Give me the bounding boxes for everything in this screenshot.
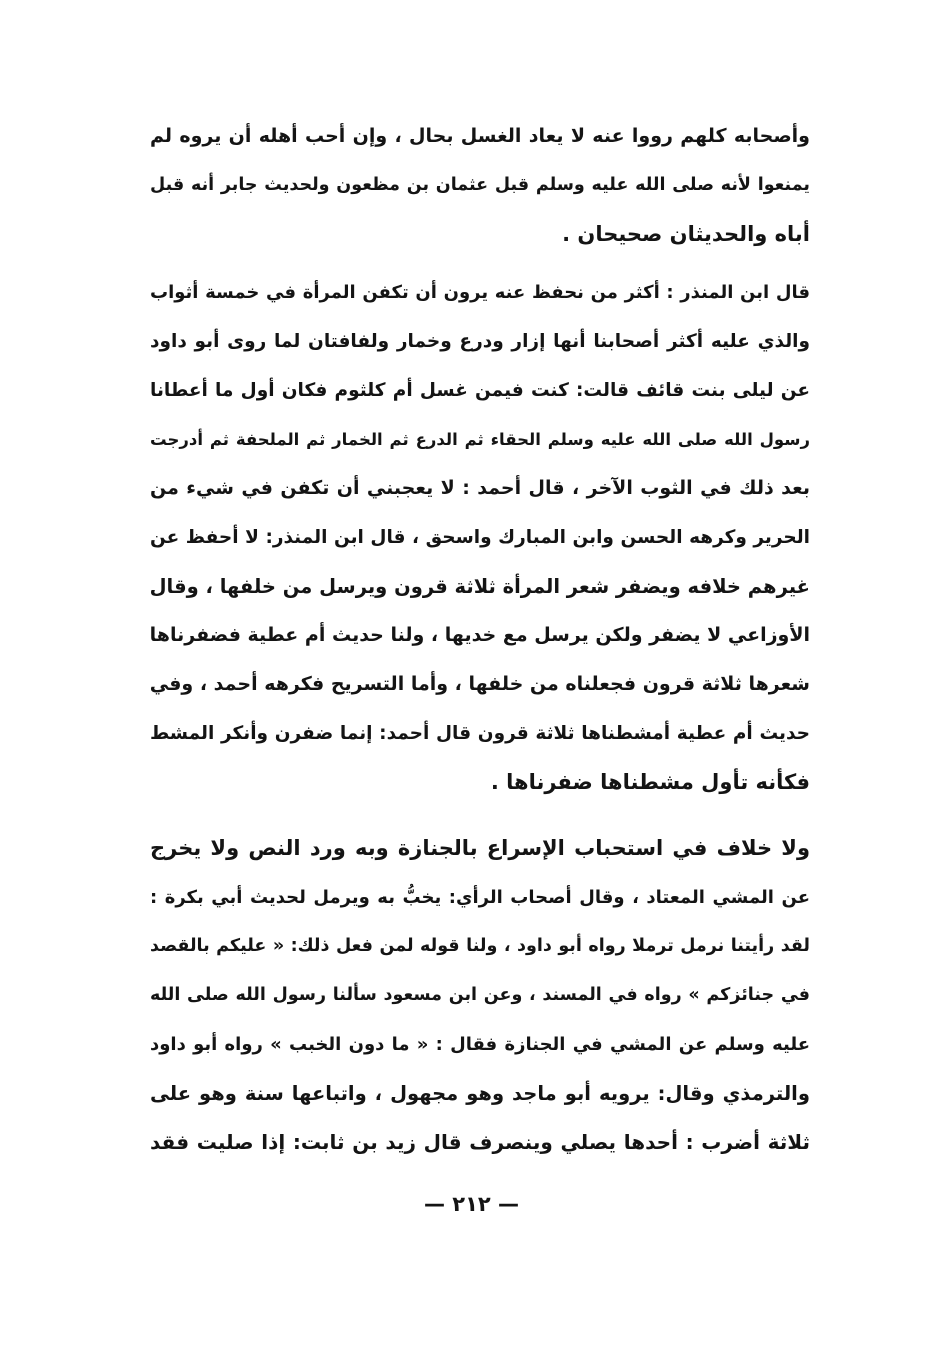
paragraph-line: عليه وسلم عن المشي في الجنازة فقال : « ما دون الخبب » رواه أبو داود xyxy=(150,1034,810,1055)
paragraph-line: عن ليلى بنت قائف قالت: كنت فيمن غسل أم كلثوم فكان أول ما أعطانا xyxy=(150,380,810,401)
paragraph-line: وأصحابه كلهم رووا عنه لا يعاد الغسل بحال ، وإن أحب أهله أن يروه لم xyxy=(150,125,810,147)
paragraph-line: والذي عليه أكثر أصحابنا أنها إزار ودرع وخمار ولفافتان لما روى أبو داود xyxy=(150,331,810,352)
paragraph-line: يمنعوا لأنه صلى الله عليه وسلم قبل عثمان بن مظعون ولحديث جابر أنه قبل xyxy=(150,175,810,195)
paragraph-line: ثلاثة أضرب : أحدها يصلي وينصرف قال زيد بن ثابت: إذا صليت فقد xyxy=(150,1130,810,1154)
paragraph-line: الأوزاعي لا يضفر ولكن يرسل مع خديها ، ولنا حديث أم عطية فضفرناها xyxy=(150,624,810,646)
paragraph-line: في جنائزكم » رواه في المسند ، وعن ابن مسعود سألنا رسول الله صلى الله xyxy=(150,985,810,1005)
paragraph-line: عن المشي المعتاد ، وقال أصحاب الرأي: يخبُّ به ويرمل لحديث أبي بكرة : xyxy=(150,887,810,908)
paragraph-line: غيرهم خلافه ويضفر شعر المرأة ثلاثة قرون ويرسل من خلفها ، وقال xyxy=(150,575,810,598)
paragraph-line: الحرير وكرهه الحسن وابن المبارك واسحق ، قال ابن المنذر: لا أحفظ عن xyxy=(150,527,810,548)
paragraph-line: أباه والحديثان صحيحان . xyxy=(562,222,810,246)
paragraph-line: رسول الله صلى الله عليه وسلم الحقاء ثم الدرع ثم الخمار ثم الملحفة ثم أدرجت xyxy=(150,430,810,449)
paragraph-1 xyxy=(150,112,810,259)
paragraph-line: شعرها ثلاثة قرون فجعلناه من خلفها ، وأما التسريح فكرهه أحمد ، وفي xyxy=(150,673,810,695)
paragraph-line: والترمذي وقال: يرويه أبو ماجد وهو مجهول ، واتباعها سنة وهو على xyxy=(150,1082,810,1105)
page-number: — ٢١٢ — xyxy=(423,1192,520,1216)
paragraph-line: لقد رأيتنا نرمل ترملا رواه أبو داود ، ولنا قوله لمن فعل ذلك: « عليكم بالقصد xyxy=(150,936,810,956)
paragraph-line: بعد ذلك في الثوب الآخر ، قال أحمد : لا يعجبني أن تكفن في شيء من xyxy=(150,477,810,499)
paragraph-line: فكأنه تأول مشطناها ضفرناها . xyxy=(490,770,810,794)
paragraph-3 xyxy=(150,824,810,1167)
paragraph-line: حديث أم عطية أمشطناها ثلاثة قرون قال أحمد: إنما ضفرن وأنكر المشط xyxy=(150,723,810,744)
paragraph-line: قال ابن المنذر : أكثر من نحفظ عنه يرون أن تكفن المرأة في خمسة أثواب xyxy=(150,282,810,303)
paragraph-2 xyxy=(150,268,810,807)
paragraph-line: ولا خلاف في استحباب الإسراع بالجنازة وبه ورد النص ولا يخرج xyxy=(150,836,810,860)
